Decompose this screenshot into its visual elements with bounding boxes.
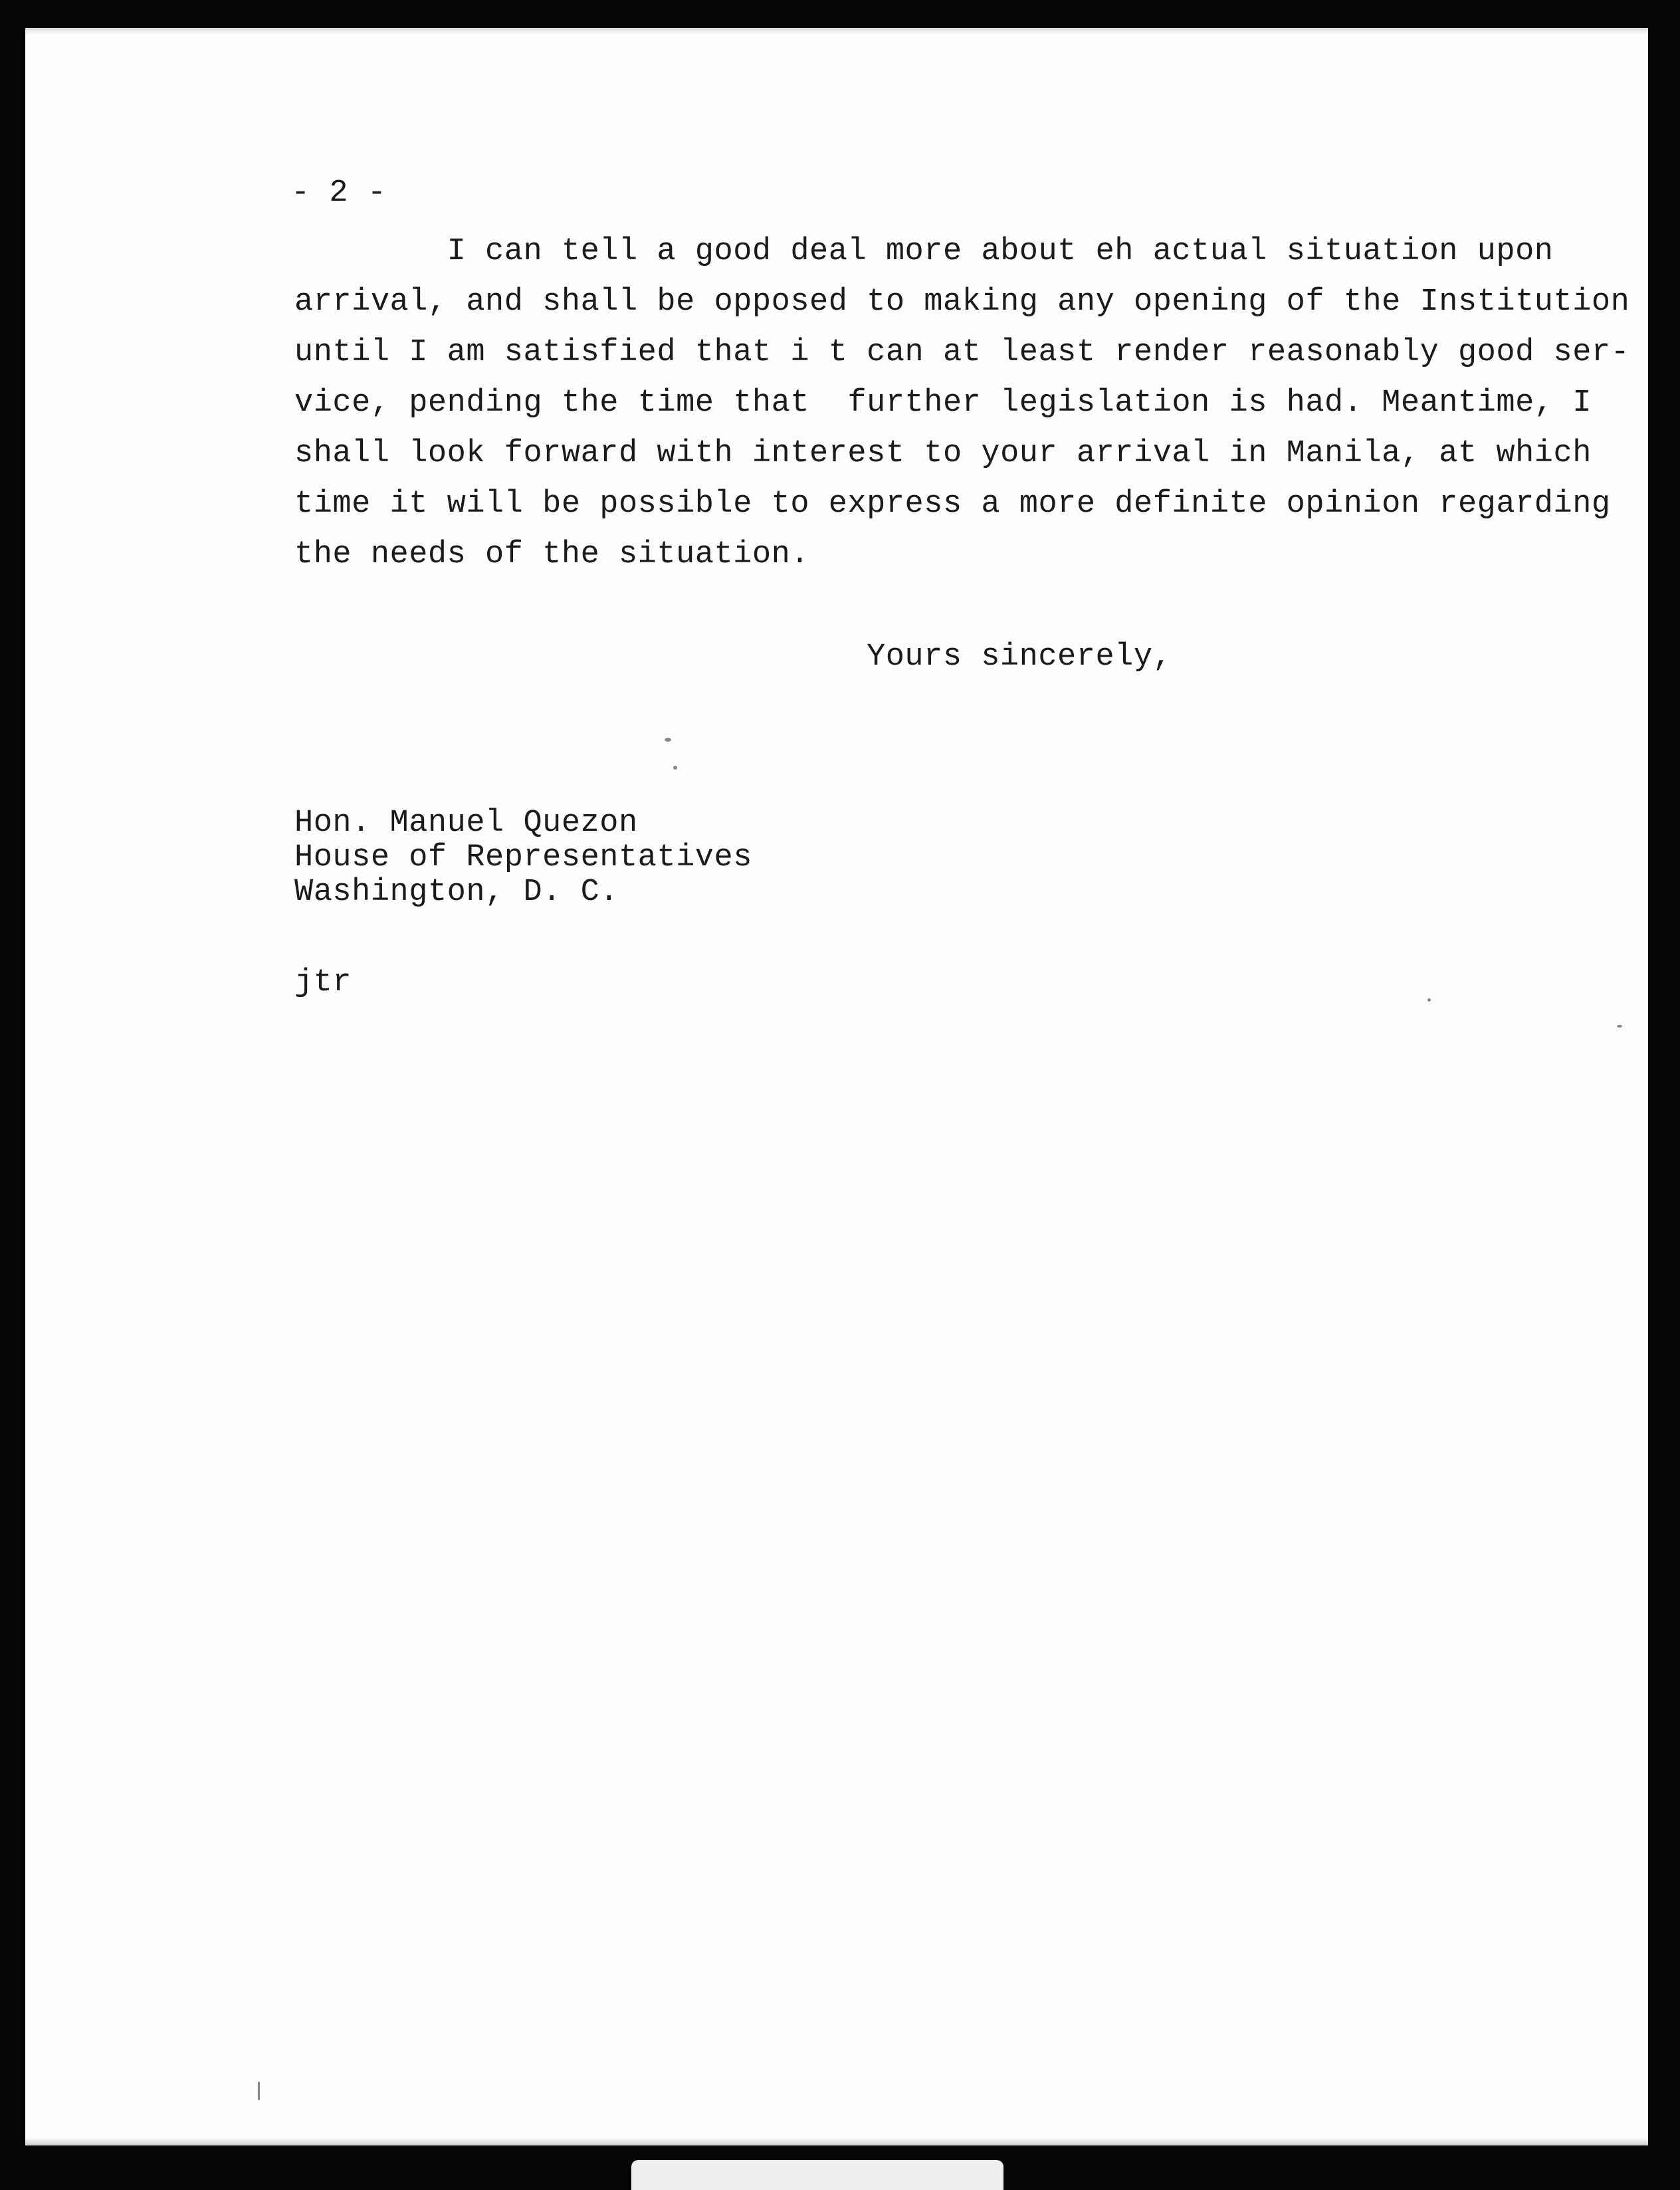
ink-speck xyxy=(1617,1025,1622,1028)
body-line: shall look forward with interest to your arrival in Manila, at which xyxy=(294,436,1592,471)
page-number: - 2 - xyxy=(291,175,387,211)
address-line: House of Representatives xyxy=(294,840,752,875)
typist-initials: jtr xyxy=(294,965,352,1000)
body-line: the needs of the situation. xyxy=(294,537,810,572)
ink-speck xyxy=(665,738,671,742)
body-line: until I am satisfied that i t can at least render reasonably good ser- xyxy=(294,335,1630,370)
body-line: time it will be possible to express a more definite opinion regarding xyxy=(294,487,1611,522)
body-line: I can tell a good deal more about eh actual situation upon xyxy=(294,234,1554,269)
address-line: Hon. Manuel Quezon xyxy=(294,806,638,841)
ink-speck xyxy=(673,766,677,770)
ink-speck xyxy=(1427,998,1431,1002)
body-line: vice, pending the time that further legislation is had. Meantime, I xyxy=(294,385,1592,421)
archive-tab xyxy=(631,2160,1003,2190)
ink-speck xyxy=(258,2082,260,2100)
address-line: Washington, D. C. xyxy=(294,875,619,910)
letter-page xyxy=(25,28,1648,2145)
closing-salutation: Yours sincerely, xyxy=(867,639,1172,675)
body-line: arrival, and shall be opposed to making any opening of the Institution xyxy=(294,284,1630,320)
